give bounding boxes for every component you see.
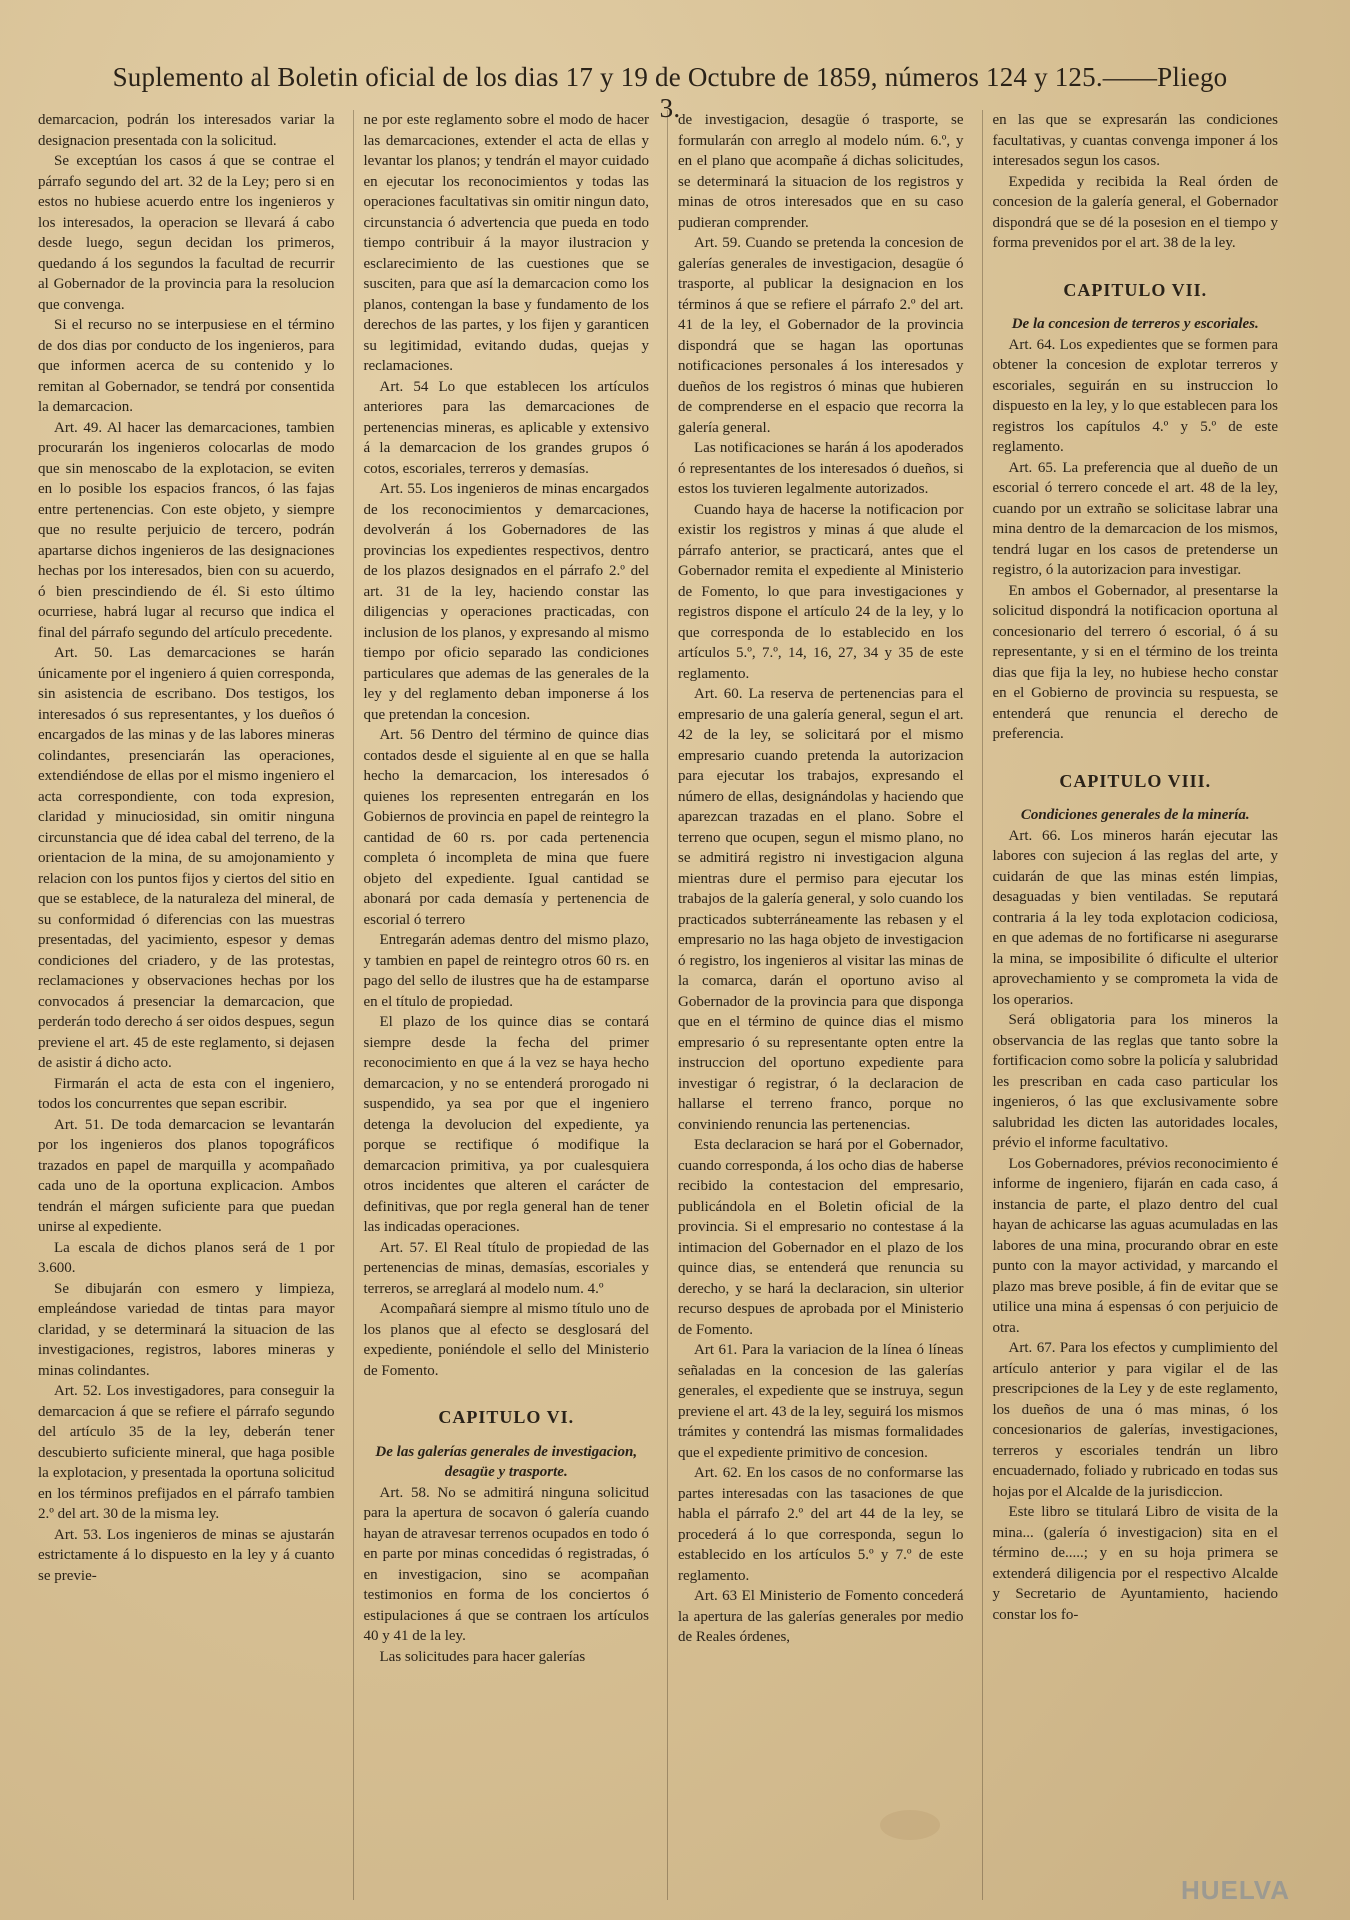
article-paragraph: Acompañará siempre al mismo título uno de los planos que al efecto se desglosará del expediente, poniéndole el sello del Ministerio de Fomento. (363, 1301, 649, 1379)
article-paragraph: Se dibujarán con esmero y limpieza, empleándose variedad de tintas para mayor claridad, y se determinará la situacion de las investigaciones, registros, labores mineras y minas colindantes. (38, 1280, 335, 1379)
article-paragraph: La escala de dichos planos será de 1 por 3.600. (38, 1239, 335, 1276)
article-paragraph: Art 61. Para la variacion de la línea ó líneas señaladas en la concesion de las galerías generales, el expediente que se instruya, segun previene el art. 43 de la ley, seguirá los mismos trámites y contendrá las mismas formalidades que el expediente primitivo de concesion. (678, 1342, 964, 1461)
article-paragraph: Entregarán ademas dentro del mismo plazo, y tambien en papel de reintegro otros 60 rs. en pago del sello de ilustres que ha de estamparse en el título de propiedad. (363, 932, 649, 1010)
article-paragraph: En ambos el Gobernador, al presentarse la solicitud dispondrá la notificacion oportuna al concesionario del terrero ó escorial, ó á su representante, y si en el término de los treinta dias que fija la ley, no hubiese hecho constar en el Gobierno de provincia su respuesta, se entenderá que renuncia el derecho de preferencia. (992, 582, 1278, 742)
article-paragraph: Art. 55. Los ingenieros de minas encargados de los reconocimientos y demarcaciones, devolverán á los Gobernadores de las provincias los expedientes respectivos, dentro de los plazos designados en el párrafo 2.º del art. 31 de la ley, haciendo constar las diligencias y operaciones practicadas, con inclusion de los planos, y expresando al mismo tiempo por oficio separado las condiciones particulares que ademas de las generales de la ley y del reglamento deban imponerse á los que pretendan la concesion. (363, 481, 649, 723)
article-paragraph: Art. 51. De toda demarcacion se levantarán por los ingenieros dos planos topográficos trazados en papel de marquilla y acompañado cada uno de la oportuna explicacion. Ambos tendrán el márgen suficiente para que puedan unirse al expediente. (38, 1116, 335, 1235)
article-paragraph: Este libro se titulará Libro de visita de la mina... (galería ó investigacion) sita en el término de.....; y en su hoja primera se extenderá diligencia por el respectivo Alcalde y Secretario de Ayuntamiento, haciendo constar los fo- (992, 1504, 1278, 1623)
article-paragraph: Art. 57. El Real título de propiedad de las pertenencias de minas, demasías, escoriales y terreros, se arreglará al modelo num. 4.º (363, 1239, 649, 1297)
chapter-heading: CAPITULO VIII. (1059, 770, 1212, 791)
article-paragraph: Art. 60. La reserva de pertenencias para el empresario de una galería general, segun el art. 42 de la ley, se solicitará por el mismo empresario cuando pretenda la autorizacion para ejecutar los trabajos, expresando el número de ellas, designándolas y haciendo que aparezcan trazadas en el plano. Sobre el terreno que ocupen, segun el mismo plano, no se admitirá registro ni investigacion alguna mientras dure el permiso para ejecutar los trabajos de la galería general, y solo cuando los practicados subterráneamente las rebasen y el empresario no las haga objeto de investigacion ó registro, los ingenieros al visitar las minas de la comarca, darán el oportuno aviso al Gobernador de la provincia para que disponga que en el término de quince dias el mismo empresario ó su representante opten entre la instruccion del oportuno expediente para investigar ó registrar, ó la declaracion de hallarse el terreno franco, porque no conviniendo renuncia las pertenencias. (678, 686, 964, 1133)
column-1 (38, 110, 335, 1900)
article-paragraph: Las notificaciones se harán á los apoderados ó representantes de los interesados ó dueños, si estos los tuvieren legalmente autorizados. (678, 440, 964, 497)
article-paragraph: Se exceptúan los casos á que se contrae el párrafo segundo del art. 32 de la Ley; pero si en estos no hubiese acuerdo entre los ingenieros y los interesados, la operacion se llevará á cabo desde luego, segun decidan los primeros, quedando á los segundos la facultad de recurrir al Gobernador de la provincia para la resolucion que convenga. (38, 153, 335, 313)
chapter-subtitle: Condiciones generales de la minería. (1020, 807, 1250, 823)
article-paragraph: Si el recurso no se interpusiese en el término de dos dias por conducto de los ingenieros, para que informen acerca de su contenido y lo remitan al Gobernador, se tendrá por consentida la demarcacion. (38, 317, 335, 415)
article-paragraph: Art. 52. Los investigadores, para conseguir la demarcacion á que se refiere el párrafo segundo del artículo 35 de la ley, deberán tener descubierto suficiente mineral, que haga posible la explotacion, y presentada la oportuna solicitud en los términos prefijados en el párrafo tambien 2.º del art. 30 de la misma ley. (38, 1383, 335, 1522)
article-paragraph: en las que se expresarán las condiciones facultativas, y cuantas convenga imponer á los interesados segun los casos. (992, 112, 1278, 169)
article-paragraph: El plazo de los quince dias se contará siempre desde la fecha del primer reconocimiento en que á la vez se haya hecho demarcacion, y no se entenderá prorogado ni suspendido, ya sea por que el ingeniero detenga la devolucion del expediente, ya porque se rectifique ó modifique la demarcacion primitiva, ya por cualesquiera otros incidentes que alteren el carácter de definitivas, que por regla general han de tener las indicadas operaciones. (363, 1014, 649, 1235)
article-paragraph: Art. 53. Los ingenieros de minas se ajustarán estrictamente á lo dispuesto en la ley y á cuanto se previe- (38, 1526, 335, 1584)
article-paragraph: Art. 66. Los mineros harán ejecutar las labores con sujecion á las reglas del arte, y cuidarán de que las minas estén limpias, desaguadas y bien ventiladas. Se reputará contraria á la ley toda explotacion codiciosa, en que ademas de no fortificarse ni asegurarse la mina, se imposibilite ó dificulte el ulterior aprovechamiento y se comprometa la vida de los operarios. (992, 827, 1278, 1008)
article-paragraph: Art. 62. En los casos de no conformarse las partes interesadas con las tasaciones de que habla el párrafo 2.º del art 44 de la ley, se procederá á lo que corresponda, segun lo establecido en los artículos 5.º y 7.º de este reglamento. (678, 1465, 964, 1584)
article-paragraph: Art. 50. Las demarcaciones se harán únicamente por el ingeniero á quien corresponda, sin asistencia de escribano. Dos testigos, los interesados ó sus representantes, y los dueños ó encargados de las minas y de las labores mineras colindantes, presenciarán las operaciones, extendiéndose de ellas por el mismo ingeniero el acta correspondiente, con toda expresion, claridad y minuciosidad, sin omitir ninguna circunstancia que dé idea cabal del terreno, de la orientacion de la mina, de su amojonamiento y relacion con los puntos fijos y ciertos del sitio en que se establece, de la naturaleza del mineral, de su conformidad ó diferencias con las muestras presentadas, del yacimiento, espesor y demas condiciones del criadero, y de las protestas, reclamaciones y observaciones hechas por los convocados á presenciar la demarcacion, que perderán todo derecho á ser oidos despues, segun previene el art. 45 de este reglamento, si dejasen de asistir á dicho acto. (38, 645, 335, 1071)
article-paragraph: Art. 65. La preferencia que al dueño de un escorial ó terrero concede el art. 48 de la ley, cuando por un extraño se solicitase labrar una mina dentro de la demarcacion de los mismos, tendrá lugar en los casos de pretenderse un registro, ó la autorizacion para investigar. (992, 459, 1278, 578)
article-paragraph: ne por este reglamento sobre el modo de hacer las demarcaciones, extender el acta de ellas y levantar los planos; y tendrán el mayor cuidado en ejecutar los reconocimientos y todas las operaciones facultativas sin omitir ningun dato, circunstancia ó advertencia que pueda en todo tiempo contribuir á la mayor ilustracion y esclarecimiento de las cuestiones que se susciten, para que así la demarcacion como los planos, contengan la base y fundamento de los derechos de las partes, y los fijen y garanticen su legitimidad, evitando dudas, quejas y reclamaciones. (363, 112, 649, 374)
article-paragraph: Art. 56 Dentro del término de quince dias contados desde el siguiente al en que se halla hecho la demarcacion, los interesados ó quienes los representen entregarán en los Gobiernos de provincia en papel de reintegro la cantidad de 60 rs. por cada pertenencia completa ó incompleta de mina que fuere objeto del expediente. Igual cantidad se abonará por cada demasía y pertenencia de escorial ó terrero (363, 727, 649, 928)
article-paragraph: Art. 64. Los expedientes que se formen para obtener la concesion de explotar terreros y escoriales, seguirán en su instruccion lo dispuesto en la ley, y lo que establecen para los registros los capítulos 4.º y 5.º de este reglamento. (992, 336, 1278, 455)
column-2 (353, 110, 650, 1900)
chapter-heading: CAPITULO VI. (438, 1407, 575, 1427)
article-paragraph: Art. 58. No se admitirá ninguna solicitud para la apertura de socavon ó galería cuando hayan de atravesar terrenos ocupados en todo ó en parte por minas concedidas ó registradas, ó en investigacion, sino se acompañan testimonios en forma de los conciertos ó estipulaciones á que se contraen los artículos 40 y 41 de la ley. (363, 1484, 649, 1644)
archive-watermark: HUELVA (1180, 1875, 1290, 1905)
article-paragraph: Art. 59. Cuando se pretenda la concesion de galerías generales de investigacion, desagüe ó trasporte, al publicar la designacion en los términos á que se refiere el párrafo 2.º del art. 41 de la ley, el Gobernador de la provincia dispondrá que se hagan las oportunas notificaciones personales á los interesados y dueños de los registros ó minas que hubieren de comprenderse en el espacio que recorra la galería general. (678, 235, 964, 436)
article-paragraph: Firmarán el acta de esta con el ingeniero, todos los concurrentes que sepan escribir. (38, 1075, 335, 1112)
article-paragraph: Las solicitudes para hacer galerías (379, 1648, 586, 1665)
article-paragraph: Art. 63 El Ministerio de Fomento concederá la apertura de las galerías generales por medio de Reales órdenes, (678, 1588, 964, 1645)
article-paragraph: Los Gobernadores, prévios reconocimiento é informe de ingeniero, fijarán en cada caso, á instancia de parte, el plazo dentro del cual hayan de achicarse las aguas acumuladas en las labores de una mina, procurando obrar en este punto con la mayor actividad, y marcando el plazo mas breve posible, á fin de evitar que se utilice una mina á espensas ó con perjuicio de otra. (992, 1155, 1278, 1336)
article-paragraph: Expedida y recibida la Real órden de concesion de la galería general, el Gobernador dispondrá que se dé la posesion en el tiempo y forma prevenidos por el art. 38 de la ley. (992, 173, 1278, 251)
article-paragraph: de investigacion, desagüe ó trasporte, se formularán con arreglo al modelo núm. 6.º, y en el plano que acompañe á dichas solicitudes, se determinará la situacion de los registros y minas de otros interesados que en su caso pudieran comprender. (678, 112, 964, 231)
article-paragraph: Art. 49. Al hacer las demarcaciones, tambien procurarán los ingenieros colocarlas de modo que sin menoscabo de la explotacion, se eviten en lo posible los espacios francos, ó las fajas entre pertenencias. Con este objeto, y siempre que no resulte perjuicio de tercero, podrán apartarse dichos ingenieros de las designaciones hechas por los interesados, bien con su acuerdo, ó bien prescindiendo de él. Si esto último ocurriese, habrá lugar al recurso que indica el final del párrafo segundo del artículo precedente. (38, 419, 335, 641)
text-columns (38, 110, 1278, 1900)
article-paragraph: Esta declaracion se hará por el Gobernador, cuando corresponda, á los ocho dias de haberse recibido la contestacion del empresario, publicándola en el Boletin oficial de la provincia. Si el empresario no contestase á la intimacion del Gobernador en el plazo de los quince dias, se entenderá que renuncia su derecho, y se hará la declaracion, sin ulterior recurso despues de aprobada por el Ministerio de Fomento. (678, 1137, 964, 1338)
article-paragraph: Cuando haya de hacerse la notificacion por existir los registros y minas á que alude el párrafo anterior, se practicará, antes que el Gobernador remita el expediente al Ministerio de Fomento, lo que para investigaciones y registros dispone el artículo 24 de la ley, y lo que corresponda de lo establecido en los artículos 5.º, 7.º, 14, 16, 27, 34 y 35 de este reglamento. (678, 501, 964, 682)
column-3 (667, 110, 964, 1900)
article-paragraph: demarcacion, podrán los interesados variar la designacion presentada con la solicitud. (38, 112, 335, 149)
chapter-subtitle: De las galerías generales de investigacion, desagüe y trasporte. (375, 1443, 638, 1480)
chapter-heading: CAPITULO VII. (1063, 279, 1208, 300)
page-header: Suplemento al Boletin oficial de los dias 17 y 19 de Octubre de 1859, números 124 y 125.——Pliego 3. (112, 62, 1228, 123)
article-paragraph: Art. 54 Lo que establecen los artículos anteriores para las demarcaciones de pertenencias mineras, es aplicable y extensivo á la demarcacion de los grandes grupos ó cotos, escoriales, terreros y demasías. (363, 378, 649, 477)
chapter-subtitle: De la concesion de terreros y escoriales. (1011, 316, 1259, 332)
article-paragraph: Art. 67. Para los efectos y cumplimiento del artículo anterior y para vigilar el de las prescripciones de la Ley y de este reglamento, los dueños de una ó mas minas, ó los concesionarios de galerías, investigaciones, terreros y escoriales tendrán un libro encuadernado, foliado y rubricado en todas sus hojas por el Alcalde de la jurisdiccion. (992, 1340, 1278, 1500)
article-paragraph: Será obligatoria para los mineros la observancia de las reglas que tanto sobre la fortificacion como sobre la policía y salubridad les prescriban en cada caso particular los ingenieros, ó las que exclusivamente sobre salubridad les dicten las autoridades locales, prévio el informe facultativo. (992, 1012, 1278, 1151)
column-4 (982, 110, 1279, 1900)
